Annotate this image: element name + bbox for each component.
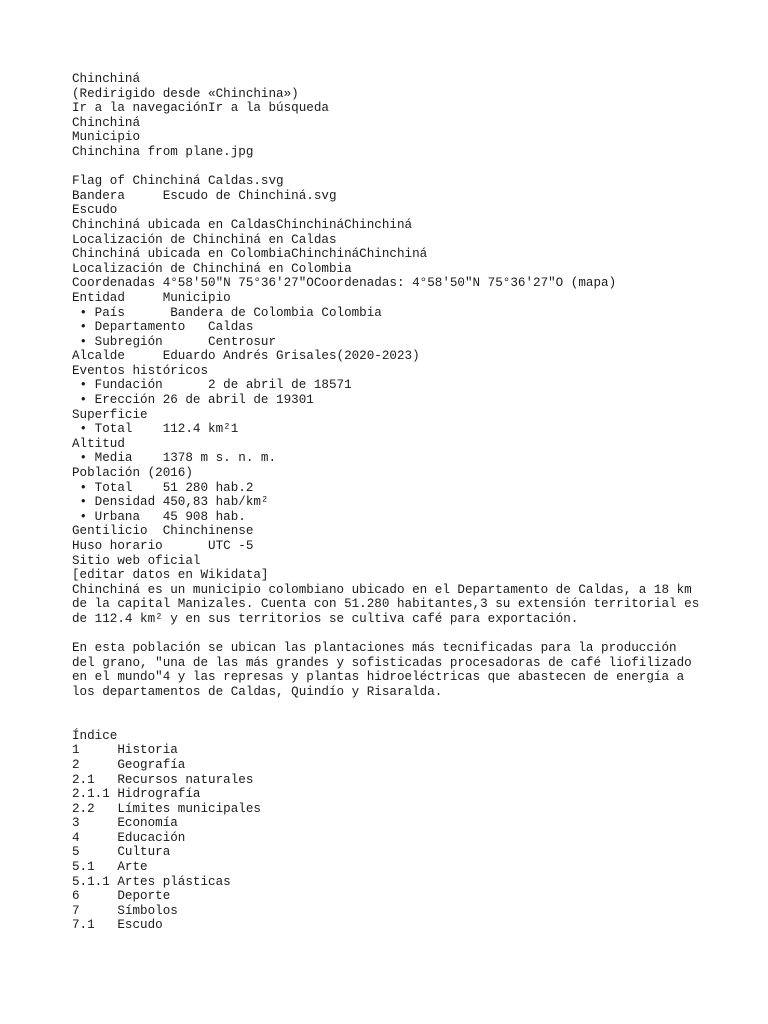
infobox-line: Población (2016)	[72, 466, 193, 481]
spacer	[72, 700, 712, 729]
infobox-title: Chinchiná	[72, 115, 141, 130]
toc-item-number: 3	[72, 816, 80, 831]
toc-item-number: 5.1.1	[72, 874, 110, 889]
toc-item[interactable]	[72, 860, 712, 875]
paragraph-line: de la capital Manizales. Cuenta con 51.280 habitantes,3 su extensión territorial es	[72, 597, 700, 612]
toc-item-label[interactable]: Límites municipales	[117, 801, 261, 816]
infobox-line: Entidad Municipio	[72, 290, 231, 305]
toc-item-number: 2.1	[72, 772, 95, 787]
website-link[interactable]: Sitio web oficial	[72, 553, 201, 568]
toc-title: Índice	[72, 728, 118, 743]
infobox-line: Huso horario UTC -5	[72, 539, 254, 553]
toc-item[interactable]	[72, 743, 712, 758]
toc-item-label[interactable]: Economía	[117, 816, 178, 831]
infobox-line: Chinchiná ubicada en CaldasChinchináChinchiná	[72, 217, 413, 232]
infobox-line: • Departamento Caldas	[72, 320, 254, 335]
toc-item-number: 5.1	[72, 860, 95, 875]
toc-item-label[interactable]: Recursos naturales	[117, 772, 254, 787]
infobox-line: • Erección 26 de abril de 19301	[72, 393, 314, 408]
toc-item[interactable]	[72, 802, 712, 817]
paragraph-line: Chinchiná es un municipio colombiano ubicado en el Departamento de Caldas, a 18 km	[72, 582, 692, 597]
toc-item-label[interactable]: Símbolos	[117, 903, 178, 918]
toc-item-number: 7	[72, 903, 80, 918]
toc-item-number: 1	[72, 743, 80, 758]
intro-paragraph	[72, 583, 712, 627]
coordinates-line: Coordenadas 4°58′50″N 75°36′27″OCoordenadas: 4°58′50″N 75°36′27″O (mapa)	[72, 276, 617, 291]
infobox-line: Bandera Escudo de Chinchiná.svg	[72, 188, 337, 203]
toc-item-number: 5	[72, 845, 80, 860]
paragraph-line: los departamentos de Caldas, Quindío y Risaralda.	[72, 684, 443, 699]
toc-item-number: 4	[72, 830, 80, 845]
toc-item-number: 7.1	[72, 918, 95, 933]
infobox-line: • País Bandera de Colombia Colombia	[72, 305, 382, 320]
infobox-line: • Total 112.4 km²1	[72, 422, 239, 437]
infobox-line: Alcalde Eduardo Andrés Grisales(2020-2023)	[72, 349, 420, 364]
toc-item[interactable]	[72, 787, 712, 802]
infobox-line: • Urbana 45 908 hab.	[72, 509, 246, 524]
spacer	[72, 160, 712, 175]
toc-item-number: 2	[72, 757, 80, 772]
paragraph-line: en el mundo"4 y las represas y plantas hidroeléctricas que abastecen de energía a	[72, 670, 685, 685]
toc-item-label[interactable]: Historia	[117, 743, 178, 758]
spacer	[72, 627, 712, 642]
infobox-subtitle: Municipio	[72, 130, 141, 145]
infobox-line: Altitud	[72, 436, 125, 451]
toc-item-number: 2.2	[72, 801, 95, 816]
toc-item-number: 6	[72, 889, 80, 904]
infobox	[72, 174, 712, 583]
infobox-line: Localización de Chinchiná en Caldas	[72, 232, 337, 247]
table-of-contents	[72, 729, 712, 933]
infobox-line: • Media 1378 m s. n. m.	[72, 451, 277, 466]
toc-item-label[interactable]: Deporte	[117, 889, 171, 904]
toc-item[interactable]	[72, 889, 712, 904]
article-title: Chinchiná	[72, 72, 141, 86]
infobox-line: • Subregión Centrosur	[72, 334, 277, 349]
infobox-image-caption: Chinchina from plane.jpg	[72, 144, 254, 159]
redirect-note: (Redirigido desde «Chinchina»)	[72, 86, 299, 101]
toc-item-number: 2.1.1	[72, 787, 110, 802]
skip-links: Ir a la navegaciónIr a la búsqueda	[72, 101, 329, 116]
toc-item[interactable]	[72, 904, 712, 919]
paragraph-line: de 112.4 km² y en sus territorios se cultiva café para exportación.	[72, 611, 579, 626]
toc-list	[72, 743, 712, 933]
toc-item[interactable]	[72, 918, 712, 933]
infobox-line: Localización de Chinchiná en Colombia	[72, 261, 352, 276]
infobox-line: Flag of Chinchiná Caldas.svg	[72, 174, 284, 189]
paragraph-line: del grano, "una de las más grandes y sofisticadas procesadoras de café liofilizado	[72, 655, 692, 670]
header-block	[72, 72, 712, 160]
toc-item-label[interactable]: Arte	[117, 860, 148, 875]
edit-wikidata-link[interactable]: [editar datos en Wikidata]	[72, 568, 269, 583]
paragraph-line: En esta población se ubican las plantaciones más tecnificadas para la producción	[72, 641, 677, 656]
toc-item-label[interactable]: Cultura	[117, 845, 171, 860]
infobox-line: Chinchiná ubicada en ColombiaChinchináChinchiná	[72, 247, 428, 262]
toc-item[interactable]	[72, 875, 712, 890]
toc-item[interactable]	[72, 773, 712, 788]
infobox-line: • Total 51 280 hab.2	[72, 480, 254, 495]
toc-item-label[interactable]: Escudo	[117, 918, 163, 933]
toc-item[interactable]	[72, 845, 712, 860]
infobox-line: Gentilicio Chinchinense	[72, 524, 254, 539]
toc-item[interactable]	[72, 816, 712, 831]
second-paragraph	[72, 641, 712, 699]
document-page	[72, 72, 712, 933]
toc-item-label[interactable]: Educación	[117, 830, 186, 845]
infobox-line: • Densidad 450,83 hab/km²	[72, 495, 269, 510]
toc-item[interactable]	[72, 758, 712, 773]
infobox-line: • Fundación 2 de abril de 18571	[72, 378, 352, 393]
infobox-line: Eventos históricos	[72, 363, 209, 378]
infobox-line: Escudo	[72, 203, 118, 218]
toc-item[interactable]	[72, 831, 712, 846]
infobox-line: Superficie	[72, 407, 148, 422]
toc-item-label[interactable]: Geografía	[117, 757, 186, 772]
toc-item-label[interactable]: Hidrografía	[117, 787, 201, 802]
toc-item-label[interactable]: Artes plásticas	[117, 874, 231, 889]
